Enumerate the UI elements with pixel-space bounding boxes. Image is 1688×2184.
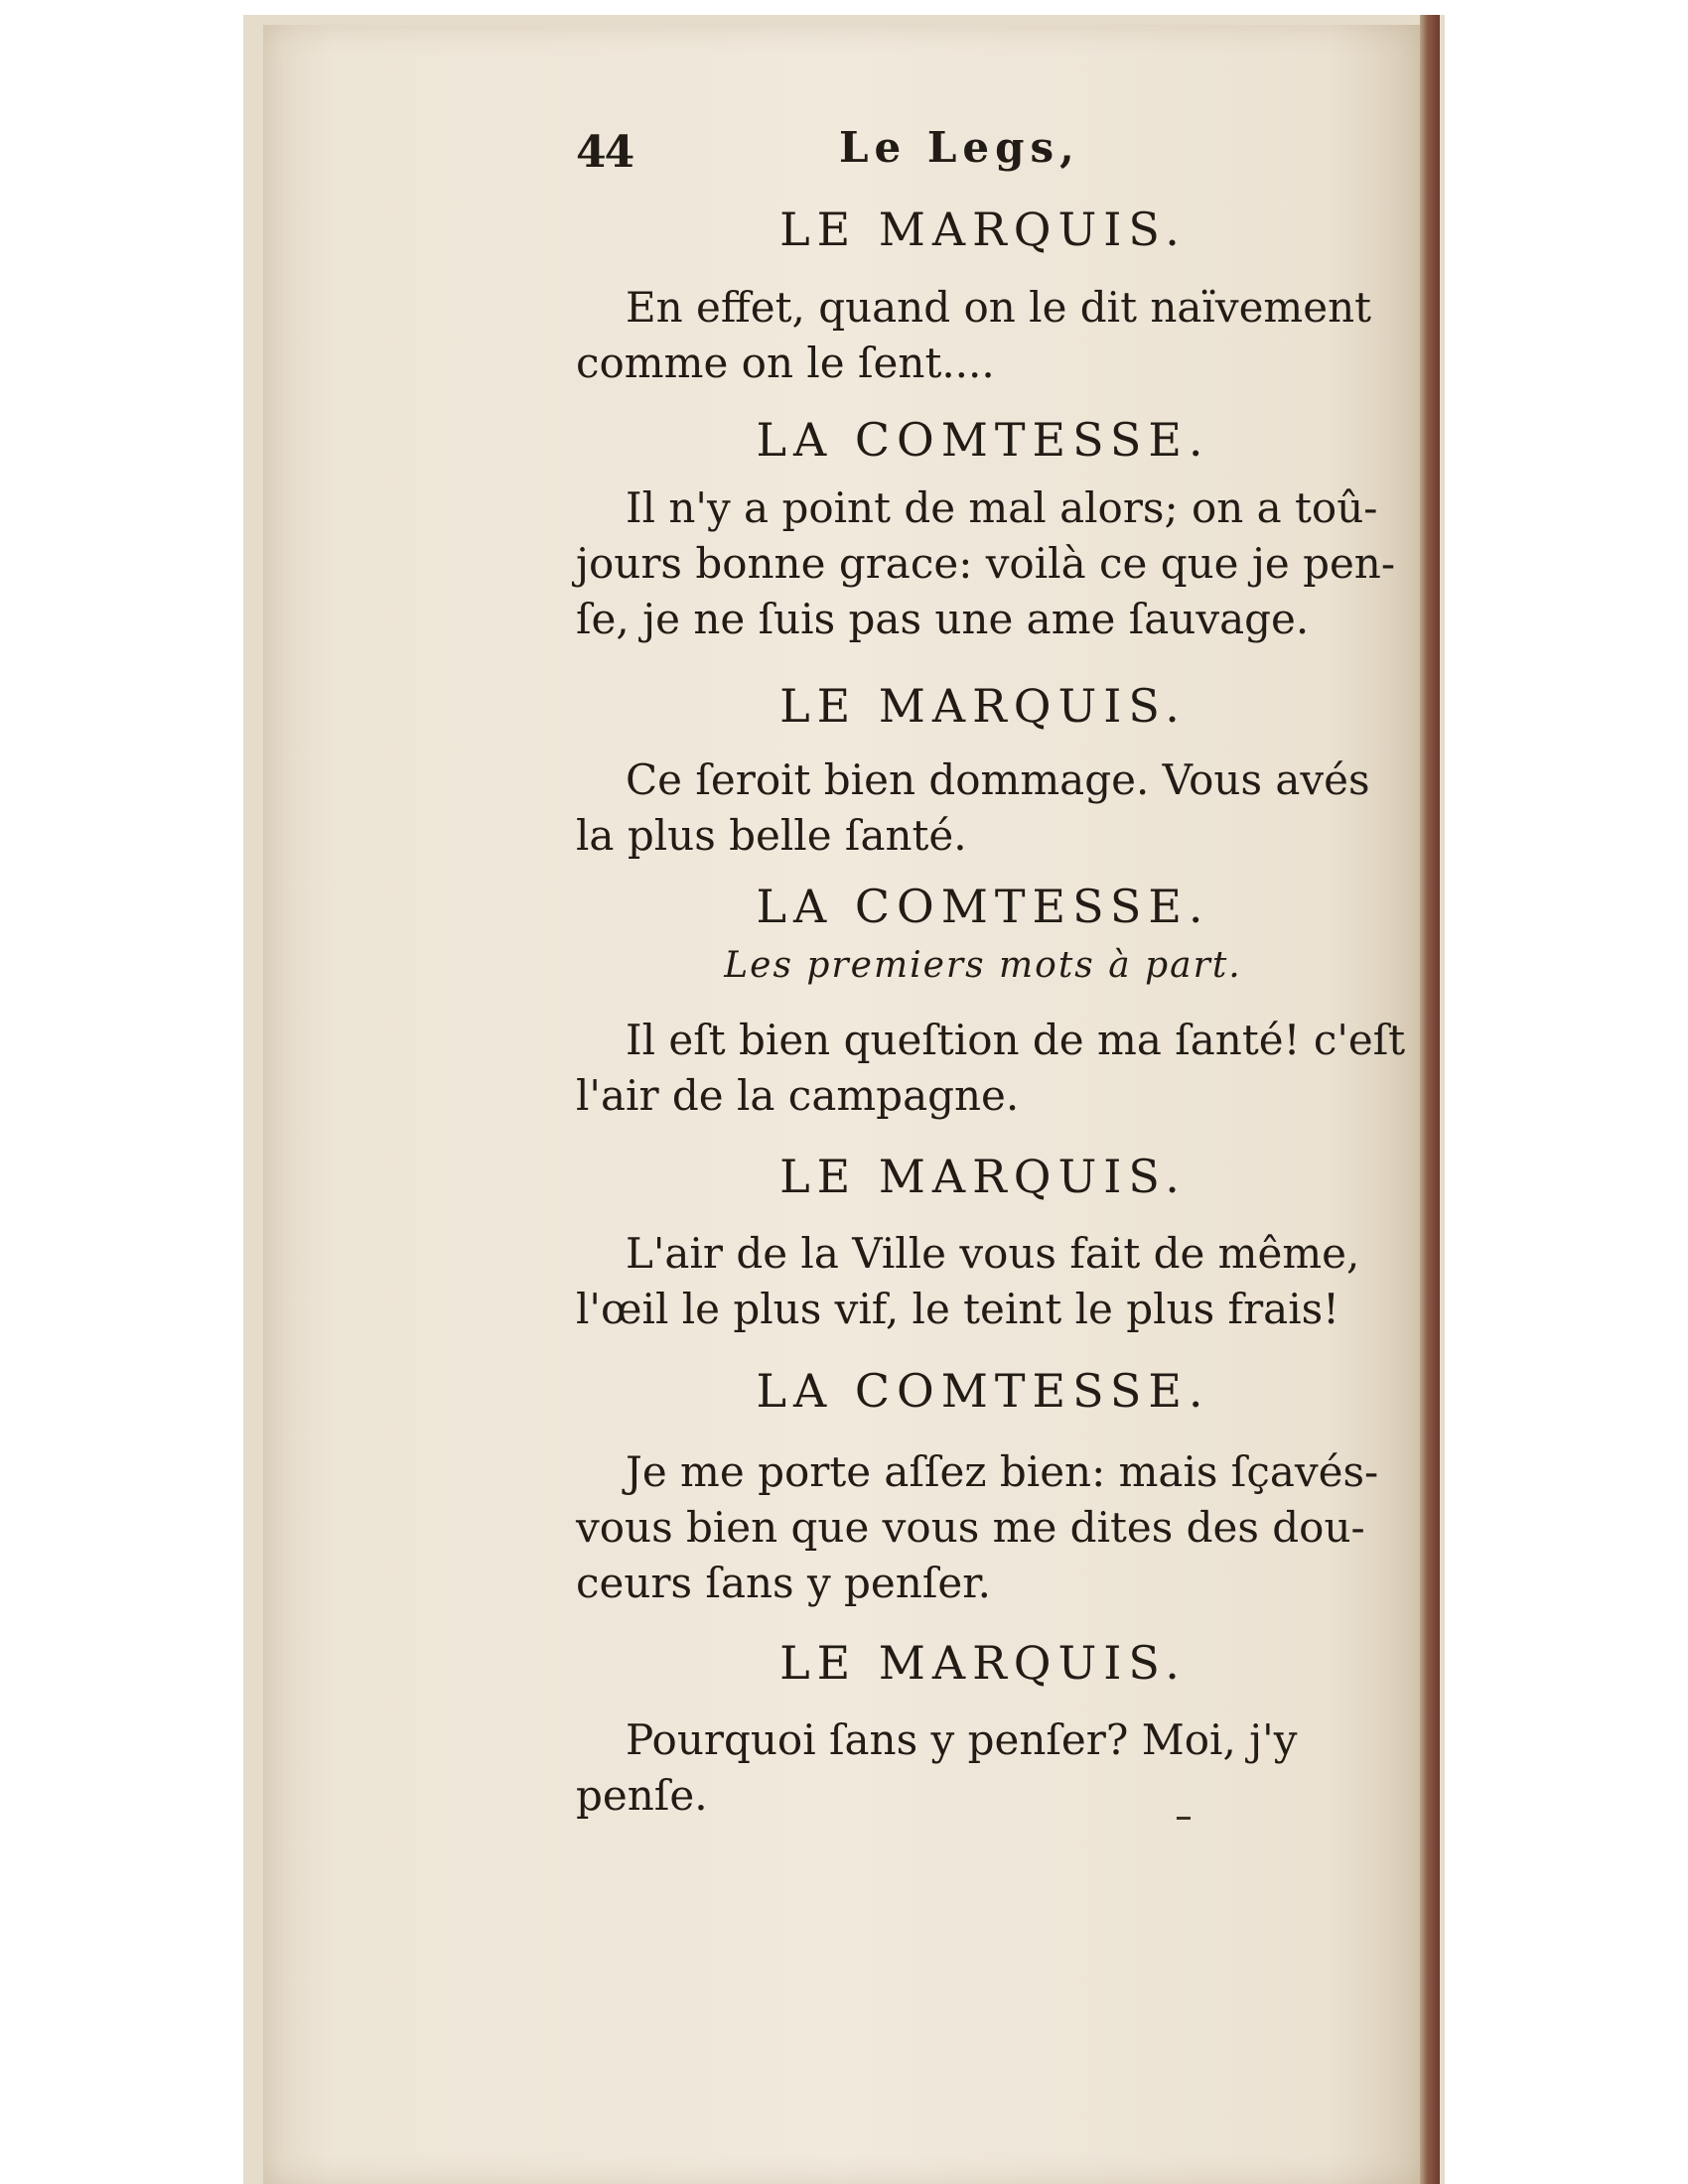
speech-line: Je me porte aſſez bien: mais ſçavés- [626, 1447, 1379, 1496]
speech-paragraph [576, 1444, 1390, 1611]
speaker-name: LE MARQUIS. [779, 1636, 1187, 1690]
speech-line: l'œil le plus vif, le teint le plus frais! [576, 1285, 1340, 1333]
speaker-name: LE MARQUIS. [779, 679, 1187, 733]
stage-direction: Les premiers mots à part. [724, 945, 1242, 986]
speaker-name: LE MARQUIS. [779, 1150, 1187, 1203]
speech-paragraph [576, 752, 1390, 864]
speech-paragraph [576, 280, 1390, 391]
speech-line: En effet, quand on le dit naïvement [626, 283, 1372, 332]
speech-line: Il n'y a point de mal alors; on a toû- [626, 483, 1378, 532]
speech-paragraph [576, 1013, 1406, 1124]
speech-line: L'air de la Ville vous fait de même, [626, 1229, 1360, 1278]
speech-line: ſe, je ne ſuis pas une ame ſauvage. [576, 595, 1310, 643]
page-number: 44 [576, 127, 633, 178]
speech-line: Pourquoi ſans y penſer? Moi, j'y [626, 1715, 1298, 1764]
speaker-name: LA COMTESSE. [756, 880, 1210, 933]
speech-line: la plus belle ſanté. [576, 811, 967, 860]
speech-line: Ce ſeroit bien dommage. Vous avés [626, 755, 1370, 804]
book-binding-edge [1420, 15, 1440, 2184]
speech-line: comme on le ſent.... [576, 339, 995, 387]
speaker-name: LA COMTESSE. [756, 1364, 1210, 1418]
speech-paragraph [576, 1226, 1390, 1337]
speech-line: penſe. [576, 1771, 708, 1820]
ink-mark [1177, 1817, 1191, 1820]
speech-line: vous bien que vous me dites des dou- [576, 1503, 1365, 1552]
speech-line: Il eſt bien queſtion de ma ſanté! c'eſt [626, 1016, 1406, 1064]
running-head: Le Legs, [839, 123, 1080, 172]
speech-paragraph [576, 480, 1396, 647]
speech-line: jours bonne grace: voilà ce que je pen- [576, 539, 1396, 588]
speaker-name: LA COMTESSE. [756, 413, 1210, 467]
speech-line: ceurs ſans y penſer. [576, 1559, 992, 1607]
speech-line: l'air de la campagne. [576, 1071, 1020, 1120]
speech-paragraph [576, 1712, 1390, 1824]
speaker-name: LE MARQUIS. [779, 203, 1187, 256]
